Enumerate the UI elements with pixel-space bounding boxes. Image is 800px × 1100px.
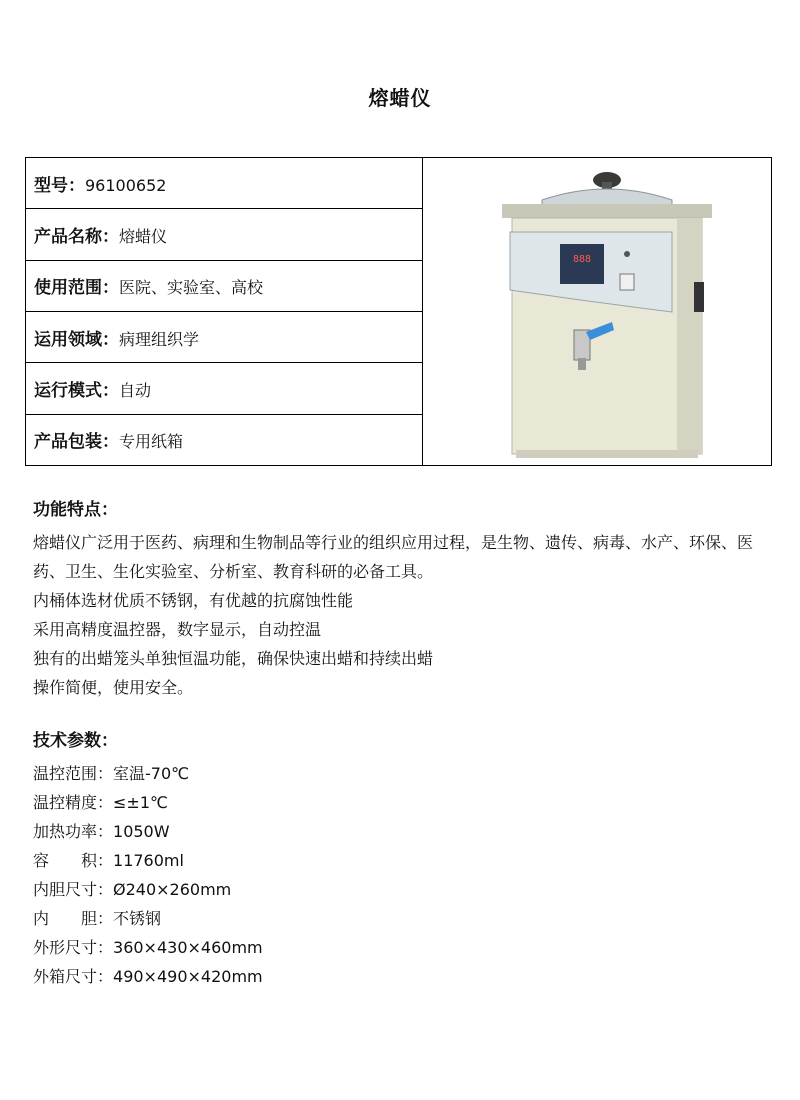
feature-line: 采用高精度温控器，数字显示，自动控温 xyxy=(33,620,322,639)
spec-value: 病理组织学 xyxy=(119,329,200,349)
feature-line: 熔蜡仪广泛用于医药、病理和生物制品等行业的组织应用过程，是生物、遗传、病毒、水产、环保、医药、卫生、生化实验室、分析室、教育科研的必备工具。 xyxy=(33,533,754,581)
spec-value: 熔蜡仪 xyxy=(119,226,168,246)
param-value: Ø240×260mm xyxy=(113,880,232,899)
param-label: 容 积： xyxy=(33,851,114,870)
glass-lid xyxy=(542,189,672,206)
param-row xyxy=(33,875,778,904)
param-label: 内 胆： xyxy=(33,909,114,928)
features-heading: 功能特点： xyxy=(33,500,118,520)
spec-label: 产品包装： xyxy=(34,432,119,453)
param-label: 外形尺寸： xyxy=(33,938,114,957)
page-title: 熔蜡仪 xyxy=(368,86,432,110)
param-value: 360×430×460mm xyxy=(113,938,263,957)
param-value: 室温-70℃ xyxy=(113,764,190,783)
spec-row-field xyxy=(26,311,423,362)
spec-label: 产品名称： xyxy=(34,226,119,247)
params-heading: 技术参数： xyxy=(33,731,118,751)
spec-table xyxy=(25,157,772,466)
feature-line: 操作简便，使用安全。 xyxy=(33,678,194,697)
param-label: 外箱尺寸： xyxy=(33,967,114,986)
param-label: 内胆尺寸： xyxy=(33,880,114,899)
feature-line: 独有的出蜡笼头单独恒温功能，确保快速出蜡和持续出蜡 xyxy=(33,649,434,668)
param-row xyxy=(33,788,778,817)
param-value: 不锈钢 xyxy=(113,909,162,928)
param-row xyxy=(33,817,778,846)
spec-label: 运用领域： xyxy=(34,329,119,350)
display-digits: 888 xyxy=(572,253,592,265)
params-section xyxy=(33,729,778,991)
param-row xyxy=(33,846,778,875)
spec-label: 运行模式： xyxy=(34,380,119,401)
spec-value: 医院、实验室、高校 xyxy=(119,278,264,298)
param-label: 温控范围： xyxy=(33,764,114,783)
param-value: 490×490×420mm xyxy=(113,967,263,986)
spec-row-model xyxy=(26,158,423,209)
product-image-cell xyxy=(422,158,771,466)
valve-spout xyxy=(578,358,586,370)
param-value: 11760ml xyxy=(113,851,184,870)
base xyxy=(516,450,698,458)
power-switch xyxy=(620,274,634,290)
param-row xyxy=(33,933,778,962)
param-row xyxy=(33,904,778,933)
features-section xyxy=(33,498,778,702)
spec-value: 专用纸箱 xyxy=(119,432,184,452)
param-row xyxy=(33,962,778,991)
param-value: 1050W xyxy=(113,822,170,841)
spec-row-mode xyxy=(26,363,423,414)
spec-label: 使用范围： xyxy=(34,278,119,299)
spec-value: 96100652 xyxy=(85,175,167,195)
spec-row-name xyxy=(26,209,423,260)
spec-row-package xyxy=(26,414,423,465)
spec-value: 自动 xyxy=(119,380,152,400)
param-label: 加热功率： xyxy=(33,822,114,841)
indicator-light xyxy=(624,251,630,257)
product-image xyxy=(482,162,712,462)
param-row xyxy=(33,759,778,788)
feature-line: 内桶体选材优质不锈钢，有优越的抗腐蚀性能 xyxy=(33,591,354,610)
param-label: 温控精度： xyxy=(33,793,114,812)
spec-row-scope xyxy=(26,260,423,311)
top-rim xyxy=(502,204,712,218)
spec-label: 型号： xyxy=(34,175,85,196)
body-side xyxy=(677,218,702,454)
param-value: ≤±1℃ xyxy=(113,793,168,812)
side-handle xyxy=(694,282,704,312)
